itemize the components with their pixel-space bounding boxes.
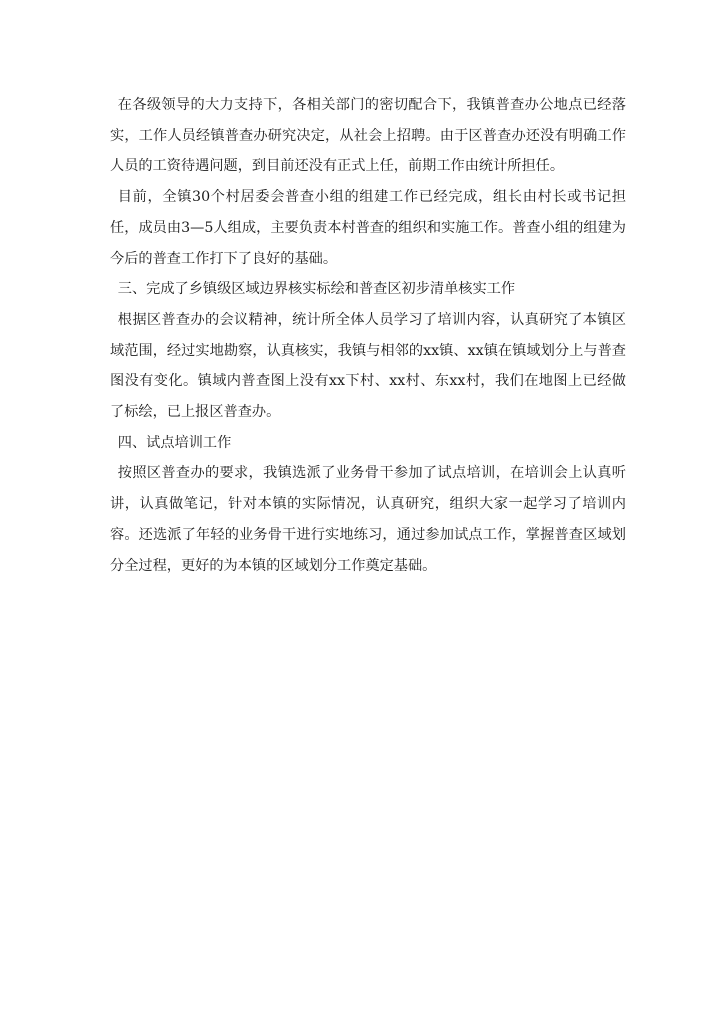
paragraph-census-groups: 目前，全镇30个村居委会普查小组的组建工作已经完成，组长由村长或书记担任，成员由3—5人组成，主要负责本村普查的组织和实施工作。普查小组的组建为今后的普查工作打下了良好的基础。 [110,189,626,267]
paragraph-boundary-verification: 根据区普查办的会议精神，统计所全体人员学习了培训内容，认真研究了本镇区域范围，经过实地勘察，认真核实，我镇与相邻的xx镇、xx镇在镇域划分上与普查图没有变化。镇域内普查图上没有xx下村、xx村、东xx村，我们在地图上已经做了标绘，已上报区普查办。 [110,311,626,421]
document-body [110,90,626,581]
section-heading-pilot-training: 四、试点培训工作 [117,434,232,451]
paragraph-pilot-training: 按照区普查办的要求，我镇选派了业务骨干参加了试点培训，在培训会上认真听讲，认真做笔记，针对本镇的实际情况，认真研究，组织大家一起学习了培训内容。还选派了年轻的业务骨干进行实地练习，通过参加试点工作，掌握普查区域划分全过程，更好的为本镇的区域划分工作奠定基础。 [110,465,626,574]
section-heading-boundary-verification: 三、完成了乡镇级区域边界核实标绘和普查区初步清单核实工作 [117,281,516,298]
paragraph-office-setup: 在各级领导的大力支持下，各相关部门的密切配合下，我镇普查办公地点已经落实，工作人员经镇普查办研究决定，从社会上招聘。由于区普查办还没有明确工作人员的工资待遇问题，到目前还没有正式上任，前期工作由统计所担任。 [110,97,626,175]
